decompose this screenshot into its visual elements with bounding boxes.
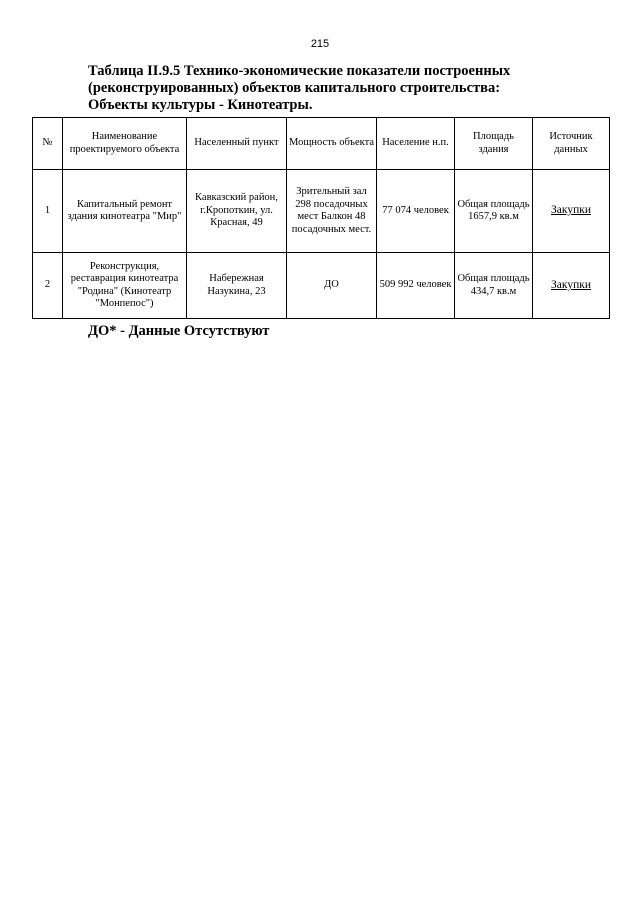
cell-number: 2 bbox=[33, 253, 63, 319]
header-locality: Населенный пункт bbox=[187, 118, 287, 170]
table-row bbox=[33, 170, 610, 253]
header-object-name: Наименование проектируемого объекта bbox=[63, 118, 187, 170]
table-title bbox=[88, 63, 568, 114]
cell-area: Общая площадь 434,7 кв.м bbox=[455, 253, 533, 319]
cell-population: 509 992 человек bbox=[377, 253, 455, 319]
footnote: ДО* - Данные Отсутствуют bbox=[88, 323, 270, 339]
cell-locality: Кавказский район, г.Кропоткин, ул. Красная, 49 bbox=[187, 170, 287, 253]
table-title-line-2: (реконструированных) объектов капитального строительства: bbox=[88, 80, 501, 96]
header-number: № bbox=[33, 118, 63, 170]
header-population: Население н.п. bbox=[377, 118, 455, 170]
table-header-row bbox=[33, 118, 610, 170]
cell-population: 77 074 человек bbox=[377, 170, 455, 253]
page-number: 215 bbox=[310, 38, 330, 50]
cell-area: Общая площадь 1657,9 кв.м bbox=[455, 170, 533, 253]
table-row bbox=[33, 253, 610, 319]
source-link[interactable]: Закупки bbox=[551, 204, 591, 217]
cell-object-name: Капитальный ремонт здания кинотеатра "Мир" bbox=[63, 170, 187, 253]
header-capacity: Мощность объекта bbox=[287, 118, 377, 170]
source-link[interactable]: Закупки bbox=[551, 278, 591, 291]
table-title-line-1: Таблица II.9.5 Технико-экономические показатели построенных bbox=[88, 63, 511, 79]
cell-capacity: ДО bbox=[287, 253, 377, 319]
cell-source bbox=[533, 170, 610, 253]
header-source: Источник данных bbox=[533, 118, 610, 170]
cell-capacity: Зрительный зал 298 посадочных мест Балкон 48 посадочных мест. bbox=[287, 170, 377, 253]
cell-source bbox=[533, 253, 610, 319]
cinemas-table bbox=[32, 117, 610, 319]
table-title-line-3: Объекты культуры - Кинотеатры. bbox=[88, 97, 313, 113]
cell-number: 1 bbox=[33, 170, 63, 253]
cell-object-name: Реконструкция, реставрация кинотеатра "Родина" (Кинотеатр "Монпепос") bbox=[63, 253, 187, 319]
header-area: Площадь здания bbox=[455, 118, 533, 170]
cell-locality: Набережная Назукина, 23 bbox=[187, 253, 287, 319]
